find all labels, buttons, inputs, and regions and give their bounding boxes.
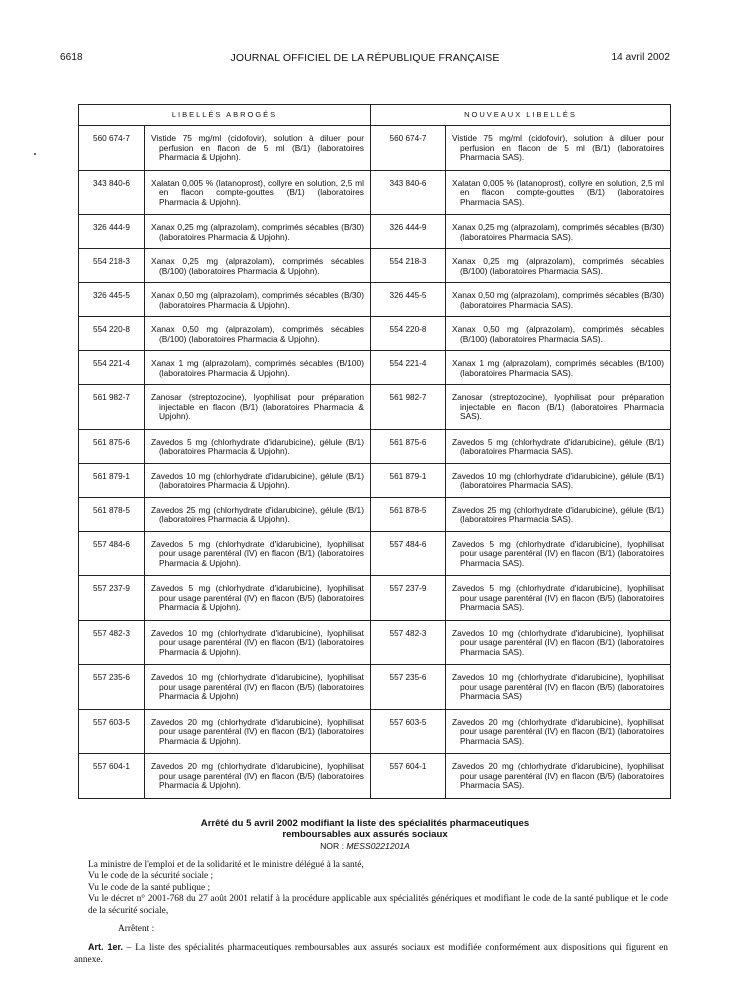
nor-code: MESS0221201A: [346, 841, 410, 851]
old-code: 554 221-4: [93, 359, 130, 368]
old-code: 554 218-3: [93, 257, 130, 266]
preamble-ministers: La ministre de l'emploi et de la solidarité et le ministre délégué à la santé,: [88, 860, 364, 870]
old-code: 557 604-1: [93, 762, 130, 771]
new-label: Zanosar (streptozocine), lyophilisat pour préparation injectable en flacon (B/1) (laboratoires Pharmacia SAS).: [452, 392, 665, 422]
old-label: Zavedos 10 mg (chlorhydrate d'idarubicine), lyophilisat pour usage parentéral (IV) en flacon (B/5) (laboratoires Pharmacia & Upjohn): [151, 672, 364, 702]
old-label-cell: [145, 709, 371, 754]
old-code-cell: [79, 126, 145, 171]
old-label-cell: [145, 283, 371, 317]
new-label: Zavedos 10 mg (chlorhydrate d'idarubicine), gélule (B/1) (laboratoires Pharmacia SAS).: [452, 470, 665, 491]
old-code: 557 484-6: [93, 539, 130, 549]
old-code-cell: [79, 429, 145, 463]
new-label-cell: [446, 170, 671, 215]
new-code-cell: [371, 620, 446, 665]
labels-table: [78, 104, 671, 799]
new-code-cell: [371, 531, 446, 576]
new-label-cell: [446, 665, 671, 710]
old-code: 560 674-7: [93, 134, 130, 143]
old-label-cell: [145, 249, 371, 283]
table-row: [79, 754, 671, 799]
old-code-cell: [79, 709, 145, 754]
new-code-cell: [371, 576, 446, 621]
new-code-cell: [371, 709, 446, 754]
old-label: Zavedos 20 mg (chlorhydrate d'idarubicine), lyophilisat pour usage parentéral (IV) en flacon (B/1) (laboratoires Pharmacia & Upjohn).: [151, 716, 364, 746]
old-label: Zavedos 5 mg (chlorhydrate d'idarubicine), lyophilisat pour usage parentéral (IV) en flacon (B/5) (laboratoires Pharmacia & Upjohn).: [151, 583, 364, 613]
table-row: [79, 665, 671, 710]
old-label: Xanax 0,25 mg (alprazolam), comprimés sécables (B/100) (laboratoires Pharmacia & Upjohn).: [151, 256, 364, 276]
article-text: – La liste des spécialités pharmaceutiques remboursables aux assurés sociaux est modifiée conformément aux dispositions qui figurent en annexe.: [74, 943, 668, 965]
new-label: Zavedos 25 mg (chlorhydrate d'idarubicine), gélule (B/1) (laboratoires Pharmacia SAS).: [452, 504, 665, 525]
new-label: Zavedos 5 mg (chlorhydrate d'idarubicine), lyophilisat pour usage parentéral (IV) en flacon (B/1) (laboratoires Pharmacia SAS).: [452, 538, 665, 568]
table-row: [79, 497, 671, 531]
old-label: Xanax 1 mg (alprazolam), comprimés sécables (B/100) (laboratoires Pharmacia & Upjohn).: [151, 358, 364, 378]
old-label-cell: [145, 126, 371, 171]
old-label-cell: [145, 463, 371, 497]
new-code-cell: [371, 754, 446, 799]
header-old-labels: LIBELLÉS ABROGÉS: [79, 105, 371, 126]
old-label: Xanax 0,50 mg (alprazolam), comprimés sécables (B/100) (laboratoires Pharmacia & Upjohn).: [151, 324, 364, 344]
table-row: [79, 170, 671, 215]
new-code: 557 603-5: [389, 717, 427, 727]
old-code-cell: [79, 170, 145, 215]
new-label: Zavedos 10 mg (chlorhydrate d'idarubicine), lyophilisat pour usage parentéral (IV) en flacon (B/1) (laboratoires Pharmacia SAS).: [452, 627, 665, 657]
old-label-cell: [145, 497, 371, 531]
old-label-cell: [145, 576, 371, 621]
old-code-cell: [79, 531, 145, 576]
old-label: Zavedos 5 mg (chlorhydrate d'idarubicine), lyophilisat pour usage parentéral (IV) en flacon (B/1) (laboratoires Pharmacia & Upjohn).: [151, 538, 364, 568]
old-code-cell: [79, 283, 145, 317]
table-row: [79, 126, 671, 171]
margin-dot: [34, 153, 36, 155]
old-label-cell: [145, 351, 371, 385]
visa-ss: Vu le code de la sécurité sociale ;: [88, 871, 214, 882]
new-label-cell: [446, 754, 671, 799]
table-row: [79, 620, 671, 665]
table-row: [79, 576, 671, 621]
table-row: [79, 249, 671, 283]
new-label-cell: [446, 215, 671, 249]
new-label: Vistide 75 mg/ml (cidofovir), solution à diluer pour perfusion en flacon de 5 ml (B/1) (laboratoires Pharmacia SAS).: [452, 133, 665, 163]
new-label-cell: [446, 497, 671, 531]
old-label-cell: [145, 385, 371, 430]
old-label: Zavedos 25 mg (chlorhydrate d'idarubicine), gélule (B/1) (laboratoires Pharmacia & Upjohn).: [151, 504, 364, 525]
old-label: Zavedos 10 mg (chlorhydrate d'idarubicine), lyophilisat pour usage parentéral (IV) en flacon (B/1) (laboratoires Pharmacia & Upjohn).: [151, 627, 364, 657]
old-code: 554 220-8: [93, 325, 130, 334]
new-code: 561 875-6: [389, 437, 427, 447]
old-label: Zavedos 20 mg (chlorhydrate d'idarubicine), lyophilisat pour usage parentéral (IV) en flacon (B/5) (laboratoires Pharmacia & Upjohn).: [151, 761, 364, 791]
old-label-cell: [145, 620, 371, 665]
old-code: 561 982-7: [93, 393, 130, 402]
old-code-cell: [79, 249, 145, 283]
new-label: Xanax 1 mg (alprazolam), comprimés sécables (B/100) (laboratoires Pharmacia SAS).: [452, 358, 665, 378]
old-label-cell: [145, 170, 371, 215]
new-code: 554 218-3: [389, 257, 427, 266]
new-code: 557 604-1: [389, 762, 427, 771]
new-label-cell: [446, 620, 671, 665]
arrete-title-line2: remboursables aux assurés sociaux: [282, 829, 448, 840]
new-label-cell: [446, 576, 671, 621]
old-code-cell: [79, 665, 145, 710]
article-label: Art. 1er.: [88, 942, 123, 953]
new-code-cell: [371, 385, 446, 430]
old-code: 326 445-5: [93, 291, 130, 300]
new-label-cell: [446, 463, 671, 497]
old-code-cell: [79, 576, 145, 621]
new-code: 554 220-8: [389, 325, 427, 334]
new-code-cell: [371, 351, 446, 385]
old-code: 557 603-5: [93, 717, 130, 727]
old-code: 561 875-6: [93, 437, 130, 447]
new-label: Xanax 0,50 mg (alprazolam), comprimés sécables (B/30) (laboratoires Pharmacia SAS).: [452, 290, 665, 310]
table-row: [79, 463, 671, 497]
old-label: Zanosar (streptozocine), lyophilisat pour préparation injectable en flacon (B/1) (laboratoires Pharmacia & Upjohn).: [151, 392, 364, 422]
old-label-cell: [145, 317, 371, 351]
old-label-cell: [145, 215, 371, 249]
arretent: Arrêtent :: [118, 924, 155, 935]
arrete-title-line1: Arrêté du 5 avril 2002 modifiant la liste des spécialités pharmaceutiques: [200, 818, 530, 829]
new-code-cell: [371, 249, 446, 283]
new-label-cell: [446, 709, 671, 754]
new-code: 554 221-4: [389, 359, 427, 368]
new-label: Xanax 0,50 mg (alprazolam), comprimés sécables (B/100) (laboratoires Pharmacia SAS).: [452, 324, 665, 344]
table-row: [79, 385, 671, 430]
old-code: 561 878-5: [93, 505, 130, 515]
new-label-cell: [446, 385, 671, 430]
old-label: Xanax 0,50 mg (alprazolam), comprimés sécables (B/30) (laboratoires Pharmacia & Upjohn).: [151, 290, 364, 310]
old-code-cell: [79, 351, 145, 385]
arrete-title: [60, 818, 670, 840]
page-number: 6618: [60, 52, 83, 63]
old-label: Xalatan 0,005 % (latanoprost), collyre en solution, 2,5 ml en flacon compte-gouttes (B/1) (laboratoires Pharmacia & Upjohn).: [151, 177, 364, 207]
old-label-cell: [145, 754, 371, 799]
old-code-cell: [79, 754, 145, 799]
table-body: [79, 126, 671, 799]
old-label: Zavedos 10 mg (chlorhydrate d'idarubicine), gélule (B/1) (laboratoires Pharmacia & Upjohn).: [151, 470, 364, 491]
old-code: 561 879-1: [93, 471, 130, 481]
new-label: Zavedos 5 mg (chlorhydrate d'idarubicine), gélule (B/1) (laboratoires Pharmacia SAS).: [452, 436, 665, 457]
arrete-body: [74, 860, 668, 966]
new-label-cell: [446, 283, 671, 317]
table-row: [79, 215, 671, 249]
new-code-cell: [371, 665, 446, 710]
new-code-cell: [371, 463, 446, 497]
new-label-cell: [446, 249, 671, 283]
new-code: 343 840-6: [389, 178, 427, 188]
old-label: Zavedos 5 mg (chlorhydrate d'idarubicine), gélule (B/1) (laboratoires Pharmacia & Upjohn).: [151, 436, 364, 457]
new-label-cell: [446, 351, 671, 385]
table-row: [79, 429, 671, 463]
old-label: Xanax 0,25 mg (alprazolam), comprimés sécables (B/30) (laboratoires Pharmacia & Upjohn).: [151, 222, 364, 242]
new-label: Zavedos 20 mg (chlorhydrate d'idarubicine), lyophilisat pour usage parentéral (IV) en flacon (B/5) (laboratoires Pharmacia SAS).: [452, 761, 665, 791]
old-code-cell: [79, 463, 145, 497]
new-code: 560 674-7: [389, 134, 427, 143]
table-row: [79, 317, 671, 351]
new-code-cell: [371, 317, 446, 351]
article-1: [74, 942, 668, 966]
new-code-cell: [371, 126, 446, 171]
new-code-cell: [371, 215, 446, 249]
old-label-cell: [145, 665, 371, 710]
nor-reference: [60, 841, 670, 851]
new-label: Zavedos 5 mg (chlorhydrate d'idarubicine), lyophilisat pour usage parentéral (IV) en flacon (B/5) (laboratoires Pharmacia SAS).: [452, 583, 665, 613]
new-label: Xalatan 0,005 % (latanoprost), collyre en solution, 2,5 ml en flacon compte-gouttes (B/1) (laboratoires Pharmacia SAS).: [452, 177, 665, 207]
table-row: [79, 283, 671, 317]
old-label: Vistide 75 mg/ml (cidofovir), solution à diluer pour perfusion en flacon de 5 ml (B/1) (laboratoires Pharmacia & Upjohn).: [151, 133, 364, 163]
new-label-cell: [446, 126, 671, 171]
old-code-cell: [79, 215, 145, 249]
table-row: [79, 531, 671, 576]
journal-title: JOURNAL OFFICIEL DE LA RÉPUBLIQUE FRANÇAISE: [230, 52, 500, 64]
new-code-cell: [371, 283, 446, 317]
table-row: [79, 351, 671, 385]
header-new-labels: NOUVEAUX LIBELLÉS: [371, 105, 671, 126]
visa-sp: Vu le code de la santé publique ;: [88, 882, 211, 893]
new-code-cell: [371, 170, 446, 215]
publication-date: 14 avril 2002: [611, 52, 670, 63]
old-code: 326 444-9: [93, 223, 130, 232]
new-label: Xanax 0,25 mg (alprazolam), comprimés sécables (B/100) (laboratoires Pharmacia SAS).: [452, 256, 665, 276]
old-code: 343 840-6: [93, 178, 130, 188]
new-code: 326 444-9: [389, 223, 427, 232]
old-label-cell: [145, 429, 371, 463]
new-code: 557 482-3: [389, 628, 427, 638]
new-label-cell: [446, 317, 671, 351]
page-header: [60, 52, 670, 66]
new-code: 561 982-7: [389, 393, 427, 402]
nor-label: NOR :: [320, 841, 344, 851]
old-code-cell: [79, 317, 145, 351]
new-label: Zavedos 20 mg (chlorhydrate d'idarubicine), lyophilisat pour usage parentéral (IV) en flacon (B/1) (laboratoires Pharmacia SAS).: [452, 716, 665, 746]
old-label-cell: [145, 531, 371, 576]
new-code-cell: [371, 429, 446, 463]
old-code: 557 235-6: [93, 673, 130, 682]
new-code: 561 879-1: [389, 471, 427, 481]
new-label-cell: [446, 429, 671, 463]
old-code: 557 482-3: [93, 628, 130, 638]
new-code: 557 235-6: [389, 673, 427, 682]
old-code-cell: [79, 497, 145, 531]
new-code: 557 237-9: [389, 584, 427, 593]
old-code-cell: [79, 620, 145, 665]
new-label: Xanax 0,25 mg (alprazolam), comprimés sécables (B/30) (laboratoires Pharmacia SAS).: [452, 222, 665, 242]
new-code: 561 878-5: [389, 505, 427, 515]
new-label-cell: [446, 531, 671, 576]
new-label: Zavedos 10 mg (chlorhydrate d'idarubicine), lyophilisat pour usage parentéral (IV) en flacon (B/5) (laboratoires Pharmacia SAS): [452, 672, 665, 702]
new-code: 326 445-5: [389, 291, 427, 300]
old-code-cell: [79, 385, 145, 430]
new-code: 557 484-6: [389, 539, 427, 549]
new-code-cell: [371, 497, 446, 531]
old-code: 557 237-9: [93, 584, 130, 593]
visa-decret: Vu le décret n° 2001-768 du 27 août 2001 relatif à la procédure applicable aux spécialités génériques et modifiant le code de la santé publique et le code de la sécurité sociale,: [88, 894, 668, 916]
table-row: [79, 709, 671, 754]
